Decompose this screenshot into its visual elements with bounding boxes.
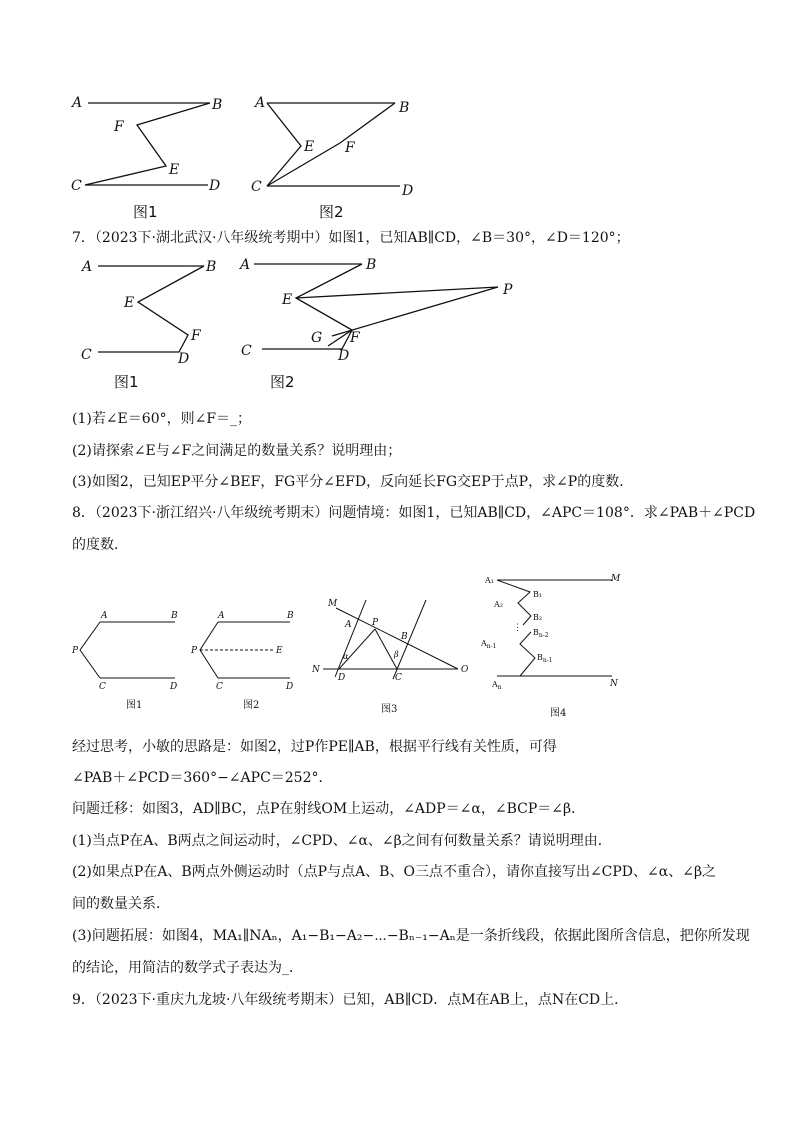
label-b: B	[399, 100, 410, 116]
label-f: F	[350, 330, 360, 346]
label-b2: B₂	[533, 613, 543, 622]
q8-part-1: (1)当点P在A、B两点之间运动时，∠CPD、∠α、∠β之间有何数量关系？请说明理由．	[72, 833, 612, 849]
label-e: E	[276, 646, 283, 656]
q8-part-3-line-1: (3)问题拓展：如图4，MA₁∥NAₙ，A₁−B₁−A₂−⋯−Bₙ₋₁−Aₙ是一条折线段，依据此图所含信息，把你所发现	[72, 928, 750, 944]
label-a: A	[345, 620, 352, 630]
q8-figure-4	[478, 570, 628, 722]
q7-figure-2	[232, 252, 532, 397]
figure-caption: 图2	[270, 373, 295, 391]
q7-stem: 7．（2023下·湖北武汉·八年级统考期中）如图1，已知AB∥CD，∠B＝30°，∠D＝120°；	[72, 230, 630, 246]
label-b: B	[212, 97, 223, 113]
q7-part-2: (2)请探索∠E与∠F之间满足的数量关系？说明理由；	[72, 443, 402, 459]
label-n: N	[312, 665, 320, 675]
label-g: G	[311, 330, 323, 346]
label-alpha: α	[343, 652, 349, 661]
q7-part-1: (1)若∠E＝60°，则∠F＝_；	[72, 411, 252, 427]
label-e: E	[169, 162, 180, 178]
ellipsis-dots: ⋮	[513, 623, 522, 633]
label-c: C	[71, 178, 82, 194]
q8-part-2-line-2: 间的数量关系．	[72, 896, 170, 912]
label-c: C	[81, 347, 92, 363]
label-a: A	[82, 259, 93, 275]
q7-part-3: (3)如图2，已知EP平分∠BEF，FG平分∠EFD，反向延长FG交EP于点P，求∠P的度数．	[72, 474, 634, 490]
label-d: D	[402, 183, 414, 199]
label-a: A	[101, 611, 108, 621]
figure-caption: 图1	[114, 373, 139, 391]
label-a: A	[218, 611, 225, 621]
q8-figure-3	[308, 595, 478, 720]
q8-figure-2	[185, 605, 300, 715]
label-b: B	[171, 611, 178, 621]
label-n: N	[610, 679, 618, 689]
label-d: D	[338, 673, 346, 683]
label-a: A	[240, 257, 251, 273]
figure-caption: 图2	[243, 700, 260, 711]
label-d: D	[178, 351, 190, 367]
label-d: D	[170, 682, 178, 692]
label-p: P	[503, 282, 513, 298]
q8-part-3-line-2: 的结论，用简洁的数学式子表达为_．	[72, 960, 303, 976]
label-b: B	[366, 257, 377, 273]
label-e: E	[124, 295, 135, 311]
label-p: P	[72, 646, 79, 656]
figure-caption: 图3	[381, 704, 398, 715]
label-an: $A_n$	[492, 680, 502, 691]
top-figure-2	[245, 88, 425, 223]
q8-figure-1	[70, 605, 185, 715]
label-p: P	[191, 646, 198, 656]
label-b: B	[401, 632, 408, 642]
q8-part-2-line-1: (2)如果点P在A、B两点外侧运动时（点P与点A、B、O三点不重合），请你直接写出∠CPD、∠α、∠β之	[72, 864, 717, 880]
segment-pd	[339, 629, 375, 669]
label-a2: A₂	[494, 600, 503, 609]
label-b: B	[287, 611, 294, 621]
label-d: D	[209, 178, 221, 194]
broken-line-bottom	[520, 632, 535, 676]
q8-think-line-2: ∠PAB＋∠PCD＝360°−∠APC＝252°．	[72, 770, 333, 786]
broken-line-apc	[80, 622, 100, 678]
label-a1: A₁	[485, 576, 494, 585]
figure-caption: 图1	[126, 700, 143, 711]
q9-stem: 9．（2023下·重庆九龙坡·八年级统考期末）已知，AB∥CD．点M在AB上，点N在CD上．	[72, 992, 629, 1008]
q8-stem-line-1: 8．（2023下·浙江绍兴·八年级统考期末）问题情境：如图1，已知AB∥CD，∠APC＝108°．求∠PAB＋∠PCD	[72, 505, 756, 521]
label-bn1: $B_{n-1}$	[537, 653, 553, 664]
zigzag-bfec	[85, 103, 210, 185]
label-m: M	[328, 599, 338, 609]
label-c: C	[99, 682, 106, 692]
ray-om	[336, 608, 458, 669]
zigzag-aec	[267, 103, 301, 186]
zigzag-bfc	[267, 103, 395, 186]
q8-transfer: 问题迁移：如图3，AD∥BC，点P在射线OM上运动，∠ADP＝∠α，∠BCP＝∠β．	[72, 801, 586, 817]
label-e: E	[304, 139, 315, 155]
label-o: O	[461, 665, 469, 675]
label-f: F	[114, 119, 124, 135]
label-d: D	[286, 682, 294, 692]
label-a: A	[72, 95, 83, 111]
label-e: E	[282, 292, 293, 308]
segment-pc	[375, 629, 397, 669]
label-m: M	[611, 574, 621, 584]
label-d: D	[338, 348, 350, 364]
label-f: F	[345, 140, 355, 156]
q8-think-line-1: 经过思考，小敏的思路是：如图2，过P作PE∥AB，根据平行线有关性质，可得	[72, 739, 557, 755]
label-a: A	[255, 95, 266, 111]
figure-caption: 图1	[133, 203, 158, 221]
label-f: F	[191, 328, 201, 344]
label-c: C	[395, 673, 402, 683]
label-p: P	[372, 618, 379, 628]
q7-figure-1	[70, 252, 230, 397]
top-figure-1	[60, 88, 240, 223]
label-an1: $A_{n-1}$	[481, 639, 497, 650]
figure-caption: 图4	[550, 708, 567, 719]
label-c: C	[216, 682, 223, 692]
label-beta: β	[394, 650, 399, 659]
label-b: B	[206, 259, 217, 275]
q8-stem-line-2: 的度数．	[72, 537, 128, 553]
label-c: C	[251, 179, 262, 195]
label-c: C	[241, 343, 252, 359]
label-b1: B₁	[533, 590, 543, 599]
figure-caption: 图2	[319, 203, 344, 221]
label-bn2: $B_{n-2}$	[533, 628, 549, 639]
line-ad	[335, 600, 366, 677]
